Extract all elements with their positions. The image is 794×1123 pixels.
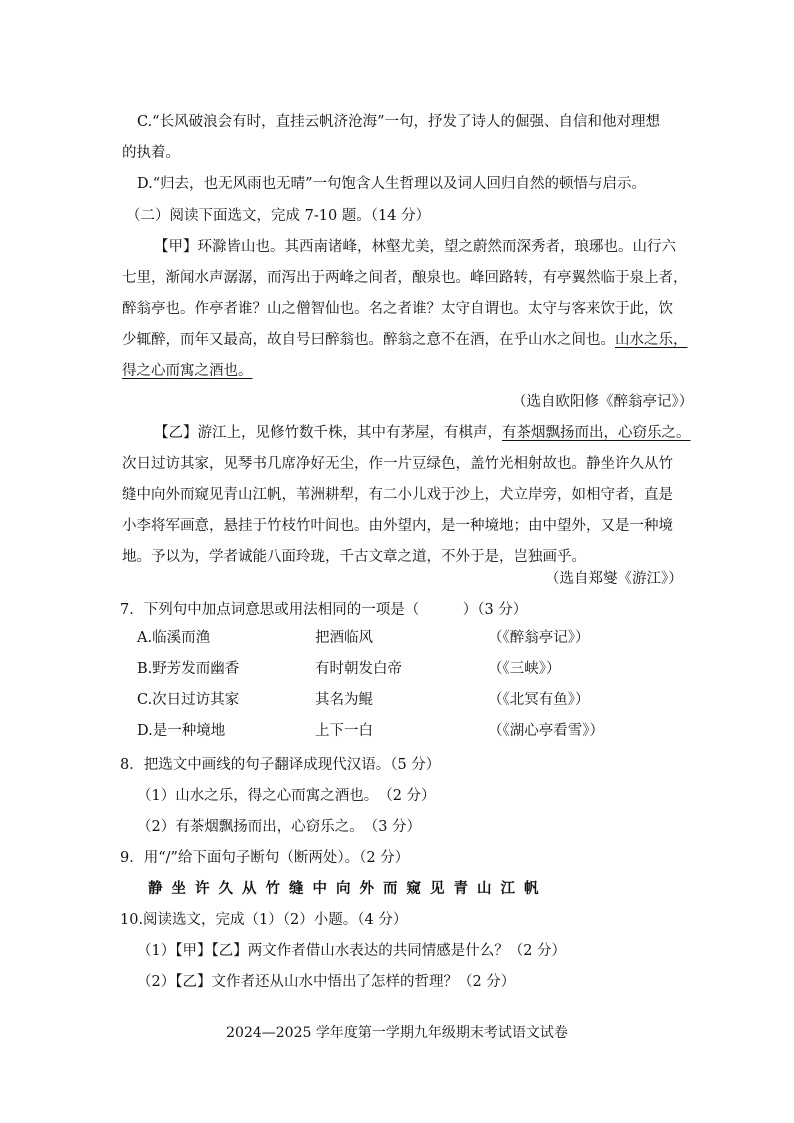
passage-jia-source: （选自欧阳修《醉翁亭记》） [512,394,694,410]
passage-yi-line2: 次日过访其家，见琴书几席净好无尘，作一片豆绿色，盖竹光相射故也。静坐许久从竹 [122,456,673,472]
section-heading: （二）阅读下面选文，完成 7-10 题。（14 分） [126,208,431,224]
passage-jia-line4-text: 少辄醉，而年又最高，故自号曰醉翁也。醉翁之意不在酒，在乎山水之间也。 [122,332,615,348]
passage-jia-line2: 七里，渐闻水声潺潺，而泻出于两峰之间者，酿泉也。峰回路转，有亭翼然临于泉上者， [122,270,688,286]
passage-jia-line5: 得之心而寓之酒也。 [122,363,253,379]
q7-option-b-word: B.野芳发而幽香 [137,661,240,677]
option-d: D.“归去，也无风雨也无晴”一句饱含人生哲理以及词人回归自然的顿悟与启示。 [137,176,647,192]
page-footer-title: 2024—2025 学年度第一学期九年级期末考试语文试卷 [226,1025,568,1041]
passage-jia-line3: 醉翁亭也。作亭者谁？山之僧智仙也。名之者谁？太守自谓也。太守与客来饮于此，饮 [122,301,673,317]
q7-option-d-phrase: 上下一白 [315,723,373,739]
q7-option-b-phrase: 有时朝发白帝 [315,661,402,677]
q7-option-b-source: （《三峡》） [488,661,561,677]
passage-yi-line1-underlined: 有茶烟飘扬而出，心窃乐之。 [502,425,691,441]
q8-item-2: （2）有茶烟飘扬而出，心窃乐之。 （3 分） [137,819,422,835]
passage-yi-line1-text: 【乙】游江上，见修竹数千株，其中有茅屋，有棋声， [154,425,502,441]
option-c-line1: C.“长风破浪会有时，直挂云帆济沧海”一句，抒发了诗人的倔强、自信和他对理想 [137,114,661,130]
q8-item-1: （1）山水之乐，得之心而寓之酒也。 （2 分） [137,788,436,804]
question-9: 9．用“/”给下面句子断句（断两处）。（2 分） [120,850,410,866]
q7-option-a-source: （《醉翁亭记》） [488,630,590,646]
question-8: 8．把选文中画线的句子翻译成现代汉语。（5 分） [120,757,441,773]
passage-jia-line1: 【甲】环滁皆山也。其西南诸峰，林壑尤美，望之蔚然而深秀者，琅琊也。山行六 [154,239,676,255]
passage-yi-line1 [154,423,691,443]
passage-yi-source: （选自郑燮《游江》） [545,571,683,587]
q7-option-d-source: （《湖心亭看雪》） [488,723,604,739]
passage-yi-line4: 小李将军画意，悬挂于竹枝竹叶间也。由外望内，是一种境地；由中望外，又是一种境 [122,518,673,534]
q7-option-c-source: （《北冥有鱼》） [488,692,590,708]
q7-option-c-phrase: 其名为鲲 [315,692,373,708]
q7-option-c-word: C.次日过访其家 [137,692,240,708]
passage-yi-line5: 地。予以为，学者诚能八面玲珑，千古文章之道，不外于是，岂独画乎。 [122,549,586,565]
q7-option-a-word: A.临溪而渔 [137,630,211,646]
passage-yi-line3: 缝中向外而窥见青山江帆，苇洲耕犁，有二小儿戏于沙上，犬立岸旁，如相守者，直是 [122,487,673,503]
q9-sentence: 静坐许久从竹缝中向外而窥见青山江帆 [148,880,548,897]
q7-option-d-word: D.是一种境地 [137,723,226,739]
q10-item-2: （2）【乙】文作者还从山水中悟出了怎样的哲理？（2 分） [137,974,516,990]
question-7: 7．下列句中加点词意思或用法相同的一项是（ ）（3 分） [120,602,528,618]
option-c-line2: 的执着。 [122,145,180,161]
passage-jia-line4-underlined: 山水之乐， [615,332,688,348]
q10-item-1: （1）【甲】【乙】两文作者借山水表达的共同情感是什么？（2 分） [137,943,567,959]
question-10: 10.阅读选文，完成（1）（2）小题。（4 分） [120,912,408,928]
q7-option-a-phrase: 把酒临风 [315,630,373,646]
passage-jia-line4 [122,330,688,350]
